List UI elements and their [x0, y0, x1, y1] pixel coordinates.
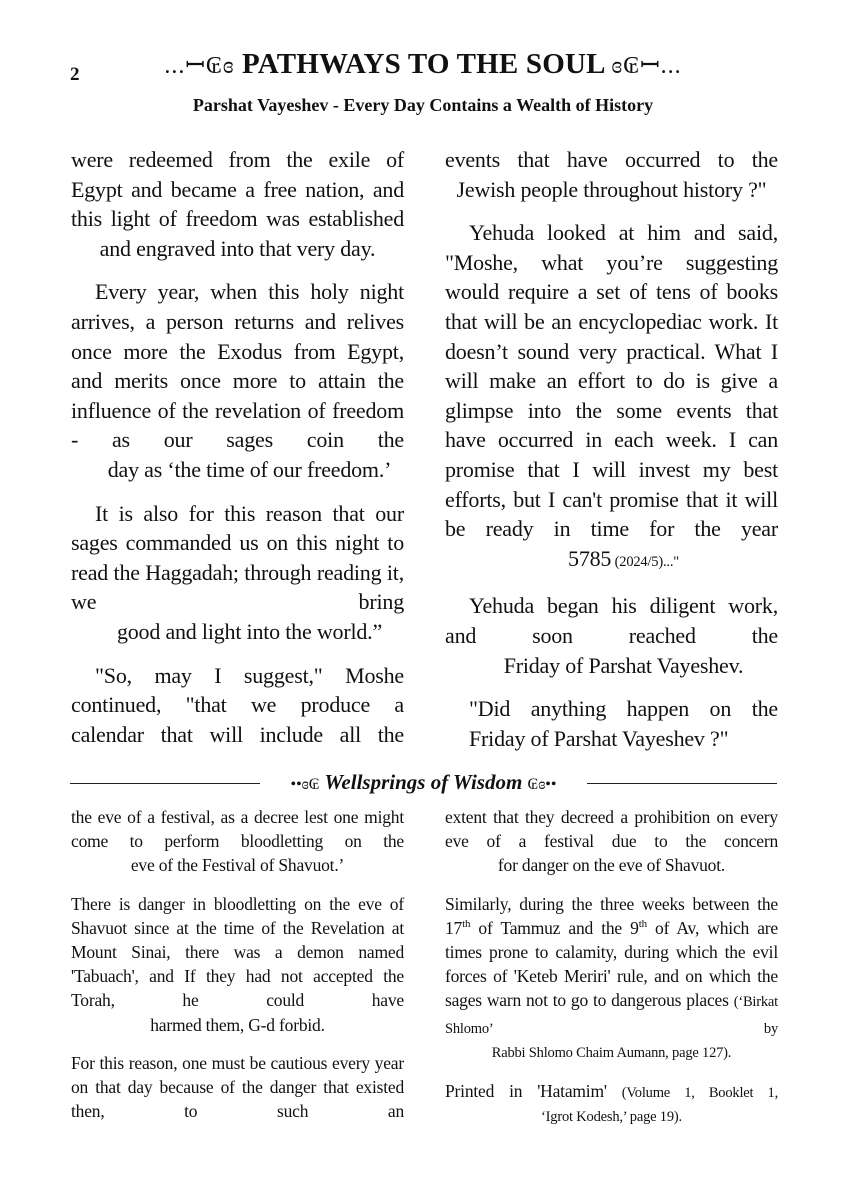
section-divider	[70, 770, 777, 798]
paragraph: Yehuda began his diligent work, and soon reached the Friday of Parshat Vayeshev.	[445, 593, 778, 678]
page-number: 2	[70, 64, 80, 85]
section-heading: ••ɞ₢ Wellsprings of Wisdom ₢ɞ••	[290, 770, 557, 794]
paragraph: There is danger in bloodletting on the eve of Shavuot since at the time of the Revelation at Mount Sinai, there was a demon named 'Tabuach', and If they had not accepted the Torah, he could have harmed them, G-d forbid.	[71, 893, 404, 1035]
paragraph: For this reason, one must be cautious every year on that day because of the danger that existed then, to such an	[71, 1052, 404, 1122]
paragraph: were redeemed from the exile of Egypt and became a free nation, and this light of freedom was established and engraved into that very day.	[71, 147, 404, 261]
paragraph: "So, may I suggest," Moshe continued, "that we produce a calendar that will include all the	[71, 662, 404, 747]
paragraph: the eve of a festival, as a decree lest one might come to perform bloodletting on the eve of the Festival of Shavuot.’	[71, 807, 404, 876]
paragraph: It is also for this reason that our sages commanded us on this night to read the Haggadah; through reading it, we bring good and light into the world.”	[71, 500, 404, 644]
paragraph: Printed in 'Hatamim' (Volume 1, Booklet 1, ‘Igrot Kodesh,’ page 19).	[445, 1081, 778, 1126]
paragraph: Similarly, during the three weeks between the 17th of Tammuz and the 9th of Av, which are times prone to calamity, during which the evil forces of 'Keteb Meriri' rule, and on which the sages warn not to go to dangerous places (‘Birkat Shlomo’ by Rabbi Shlomo Chaim Aumann, page 127).	[445, 893, 778, 1061]
lower-left-column	[71, 805, 404, 1123]
paragraph: events that have occurred to the Jewish people throughout history ?"	[445, 147, 778, 202]
paragraph: "Did anything happen on the Friday of Parshat Vayeshev ?"	[469, 696, 778, 751]
ornament-right-icon: ɞ₢ꟷ...	[611, 53, 682, 79]
paragraph: extent that they decreed a prohibition on every eve of a festival due to the concern for danger on the eve of Shavuot.	[445, 807, 778, 876]
upper-left-column	[71, 145, 404, 749]
paragraph: Every year, when this holy night arrives, a person returns and relives once more the Exodus from Egypt, and merits once more to attain the influence of the revelation of freedom - as our sages coin the day as ‘the time of our freedom.’	[71, 279, 404, 482]
running-header-title	[130, 48, 716, 81]
lower-right-column	[445, 805, 778, 1129]
paragraph: Yehuda looked at him and said, "Moshe, what you’re suggesting would require a set of tens of books that will be an encyclopediac work. It doesn’t sound very practical. What I will make an effort to do is give a glimpse into the some events that have occurred in each week. I can promise that I will invest my best efforts, but I can't promise that it will be ready in time for the year 5785 (2024/5)..."	[445, 220, 778, 571]
upper-right-column	[445, 145, 778, 753]
ornament-right-icon: ₢ɞ••	[527, 776, 557, 793]
ornament-left-icon: ...ꟷ₢ɞ	[164, 53, 235, 79]
page-subtitle: Parshat Vayeshev - Every Day Contains a Wealth of History	[192, 95, 654, 115]
ornament-left-icon: ••ɞ₢	[290, 776, 320, 793]
publication-title: PATHWAYS TO THE SOUL	[241, 48, 605, 80]
